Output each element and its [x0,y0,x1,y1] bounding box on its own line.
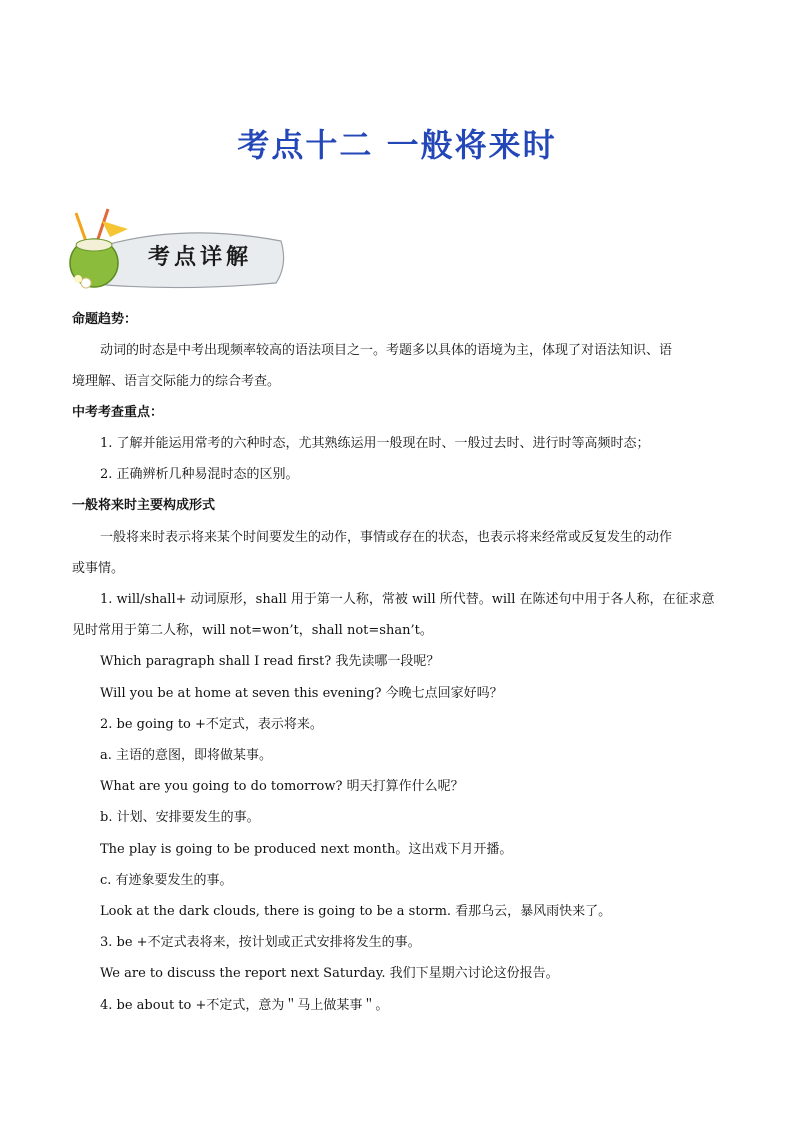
paragraph-line: 境理解、语言交际能力的综合考查。 [72,374,281,389]
sub-rule-line: a. 主语的意图，即将做某事。 [100,748,273,763]
rule-line: 4. be about to +不定式，意为＂马上做某事＂。 [100,998,389,1013]
example-sentence: We are to discuss the report next Saturday. 我们下星期六讨论这份报告。 [100,966,559,981]
example-sentence: Look at the dark clouds, there is going to be a storm. 看那乌云，暴风雨快来了。 [100,904,612,919]
section-heading-focus: 中考考查重点： [72,405,164,420]
section-heading-forms: 一般将来时主要构成形式 [72,498,216,513]
list-item: 1. 了解并能运用常考的六种时态，尤其熟练运用一般现在时、一般过去时、进行时等高频时态； [100,436,650,451]
paragraph-line: 一般将来时表示将来某个时间要发生的动作，事情或存在的状态，也表示将来经常或反复发生的动作 [100,530,673,545]
page-title: 考点十二 一般将来时 [237,126,557,164]
paragraph-line: 或事情。 [72,561,125,576]
sub-rule-line: b. 计划、安排要发生的事。 [100,810,260,825]
section-heading-trend: 命题趋势： [72,312,138,327]
rule-line: 1. will/shall+ 动词原形，shall 用于第一人称，常被 will 所代替。will 在陈述句中用于各人称，在征求意 [100,592,715,607]
rule-line: 见时常用于第二人称，will not=won’t，shall not=shan’t。 [72,623,433,638]
rule-line: 3. be +不定式表将来，按计划或正式安排将发生的事。 [100,935,421,950]
list-item: 2. 正确辨析几种易混时态的区别。 [100,467,299,482]
banner-label: 考点详解 [148,244,253,270]
sub-rule-line: c. 有迹象要发生的事。 [100,873,233,888]
example-sentence: The play is going to be produced next month。这出戏下月开播。 [100,842,513,857]
paragraph-line: 动词的时态是中考出现频率较高的语法项目之一。考题多以具体的语境为主，体现了对语法知识、语 [100,343,673,358]
example-sentence: What are you going to do tomorrow? 明天打算作什么呢？ [100,779,464,794]
example-sentence: Will you be at home at seven this evening? 今晚七点回家好吗？ [100,686,503,701]
example-sentence: Which paragraph shall I read first? 我先读哪一段呢？ [100,654,440,669]
rule-line: 2. be going to +不定式，表示将来。 [100,717,323,732]
